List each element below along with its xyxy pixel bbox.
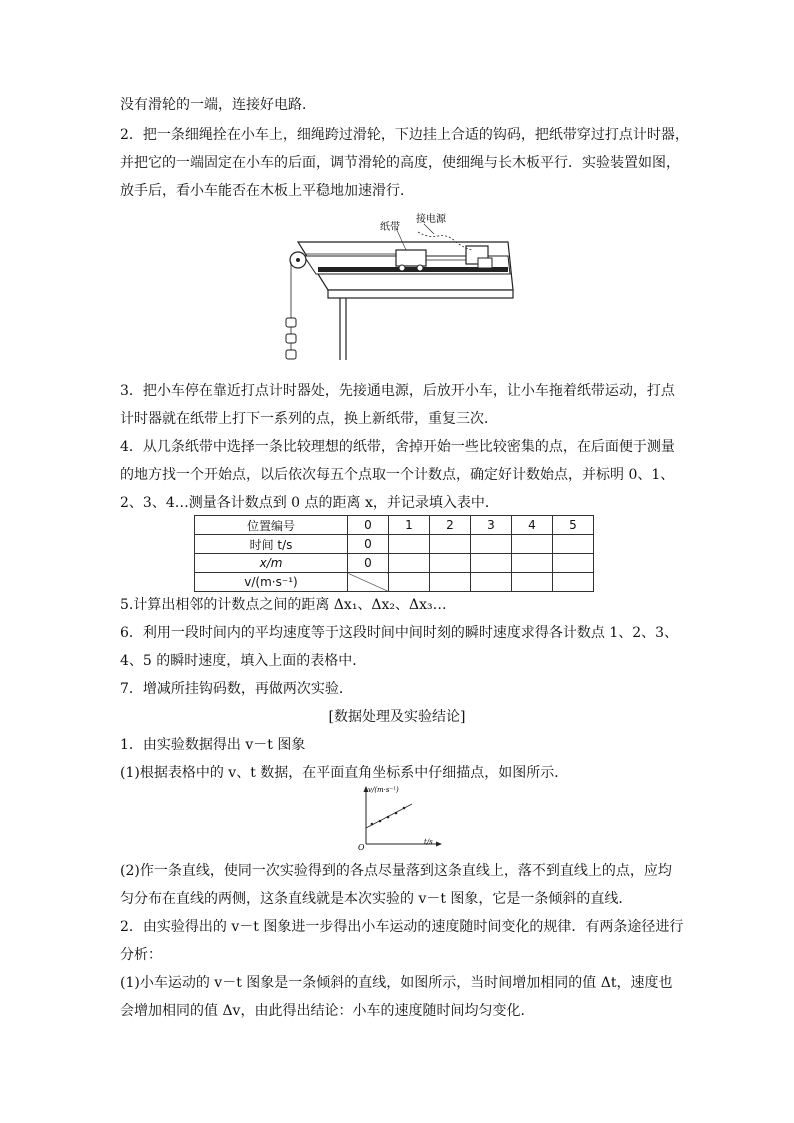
table-cell bbox=[553, 554, 594, 573]
table-cell: 时间 t/s bbox=[195, 535, 348, 554]
data-table bbox=[194, 515, 594, 592]
table-cell: 0 bbox=[348, 554, 389, 573]
text-line: 没有滑轮的一端，连接好电路． bbox=[120, 97, 316, 113]
table-cell: 5 bbox=[553, 516, 594, 535]
table-cell bbox=[389, 573, 430, 592]
tape-label: 纸带 bbox=[380, 222, 400, 233]
table-cell bbox=[512, 573, 553, 592]
text-line: 4、5 的瞬时速度，填入上面的表格中． bbox=[120, 653, 367, 669]
table-row bbox=[195, 516, 594, 535]
table-cell: 位置编号 bbox=[195, 516, 348, 535]
text-line: 会增加相同的值 Δv，由此得出结论：小车的速度随时间均匀变化． bbox=[120, 1003, 535, 1019]
text-line: 放手后，看小车能否在木板上平稳地加速滑行． bbox=[120, 183, 414, 199]
table-cell bbox=[512, 554, 553, 573]
text-line: (1)根据表格中的 v、t 数据，在平面直角坐标系中仔细描点，如图所示． bbox=[120, 765, 569, 781]
table-cell bbox=[430, 554, 471, 573]
table-cell bbox=[553, 573, 594, 592]
experiment-apparatus-figure bbox=[268, 210, 528, 370]
text-line: 2．把一条细绳拴在小车上，细绳跨过滑轮，下边挂上合适的钩码，把纸带穿过打点计时器， bbox=[120, 127, 689, 143]
text-line: 6．利用一段时间内的平均速度等于这段时间中间时刻的瞬时速度求得各计数点 1、2、3、 bbox=[120, 625, 679, 641]
text-line: 7．增减所挂钩码数，再做两次实验． bbox=[120, 681, 353, 697]
table-cell-slashed bbox=[348, 573, 389, 592]
x-axis-label: t/s bbox=[424, 838, 433, 846]
table-cell: 3 bbox=[471, 516, 512, 535]
text-line: 匀分布在直线的两侧，这条直线就是本次实验的 v－t 图象，它是一条倾斜的直线． bbox=[120, 891, 633, 907]
table-cell: 4 bbox=[512, 516, 553, 535]
origin-label: O bbox=[358, 843, 365, 852]
text-line: 3．把小车停在靠近打点计时器处，先接通电源，后放开小车，让小车拖着纸带运动，打点 bbox=[120, 383, 675, 399]
text-line: 的地方找一个开始点，以后依次每五个点取一个计数点，确定好计数始点，并标明 0、1、 bbox=[120, 467, 675, 483]
x-axis-arrow bbox=[436, 842, 442, 847]
text-line: 分析： bbox=[120, 947, 162, 963]
table-cell bbox=[389, 554, 430, 573]
data-point bbox=[403, 807, 406, 810]
text-line: 并把它的一端固定在小车的后面，调节滑轮的高度，使细绳与长木板平行．实验装置如图， bbox=[120, 155, 680, 171]
power-label: 接电源 bbox=[416, 214, 446, 225]
table-cell bbox=[512, 535, 553, 554]
text-line: (1)小车运动的 v－t 图象是一条倾斜的直线，如图所示，当时间增加相同的值 Δt，速度也 bbox=[120, 975, 673, 991]
text-line: 2、3、4…测量各计数点到 0 点的距离 x，并记录填入表中． bbox=[120, 495, 499, 511]
table-cell bbox=[471, 573, 512, 592]
text-line: 1．由实验数据得出 v－t 图象 bbox=[120, 737, 306, 753]
table-cell bbox=[430, 535, 471, 554]
text-line: 4．从几条纸带中选择一条比较理想的纸带，舍掉开始一些比较密集的点，在后面便于测量 bbox=[120, 439, 675, 455]
text-line: (2)作一条直线，使同一次实验得到的各点尽量落到这条直线上，落不到直线上的点，应均 bbox=[120, 863, 672, 879]
table-cell: 0 bbox=[348, 535, 389, 554]
table-cell bbox=[430, 573, 471, 592]
table-cell bbox=[389, 535, 430, 554]
data-point bbox=[395, 812, 398, 815]
text-line: 5.计算出相邻的计数点之间的距离 Δx₁、Δx₂、Δx₃… bbox=[120, 597, 447, 613]
table-row bbox=[195, 573, 594, 592]
text-line: 2．由实验得出的 v－t 图象进一步得出小车运动的速度随时间变化的规律．有两条途径进行 bbox=[120, 919, 684, 935]
table-cell: x/m bbox=[195, 554, 348, 573]
table-row bbox=[195, 554, 594, 573]
data-point bbox=[379, 820, 382, 823]
table-cell bbox=[553, 535, 594, 554]
section-heading: [数据处理及实验结论] bbox=[328, 709, 466, 725]
table-cell: 0 bbox=[348, 516, 389, 535]
y-axis-label: v/(m·s⁻¹) bbox=[368, 786, 399, 794]
table-cell: 2 bbox=[430, 516, 471, 535]
table-cell: 1 bbox=[389, 516, 430, 535]
data-point bbox=[387, 816, 390, 819]
v-t-chart bbox=[352, 784, 452, 852]
table-cell: v/(m·s⁻¹) bbox=[195, 573, 348, 592]
data-point bbox=[371, 823, 374, 826]
table-cell bbox=[471, 535, 512, 554]
table-row bbox=[195, 535, 594, 554]
table-cell bbox=[471, 554, 512, 573]
text-line: 计时器就在纸带上打下一系列的点，换上新纸带，重复三次． bbox=[120, 411, 498, 427]
